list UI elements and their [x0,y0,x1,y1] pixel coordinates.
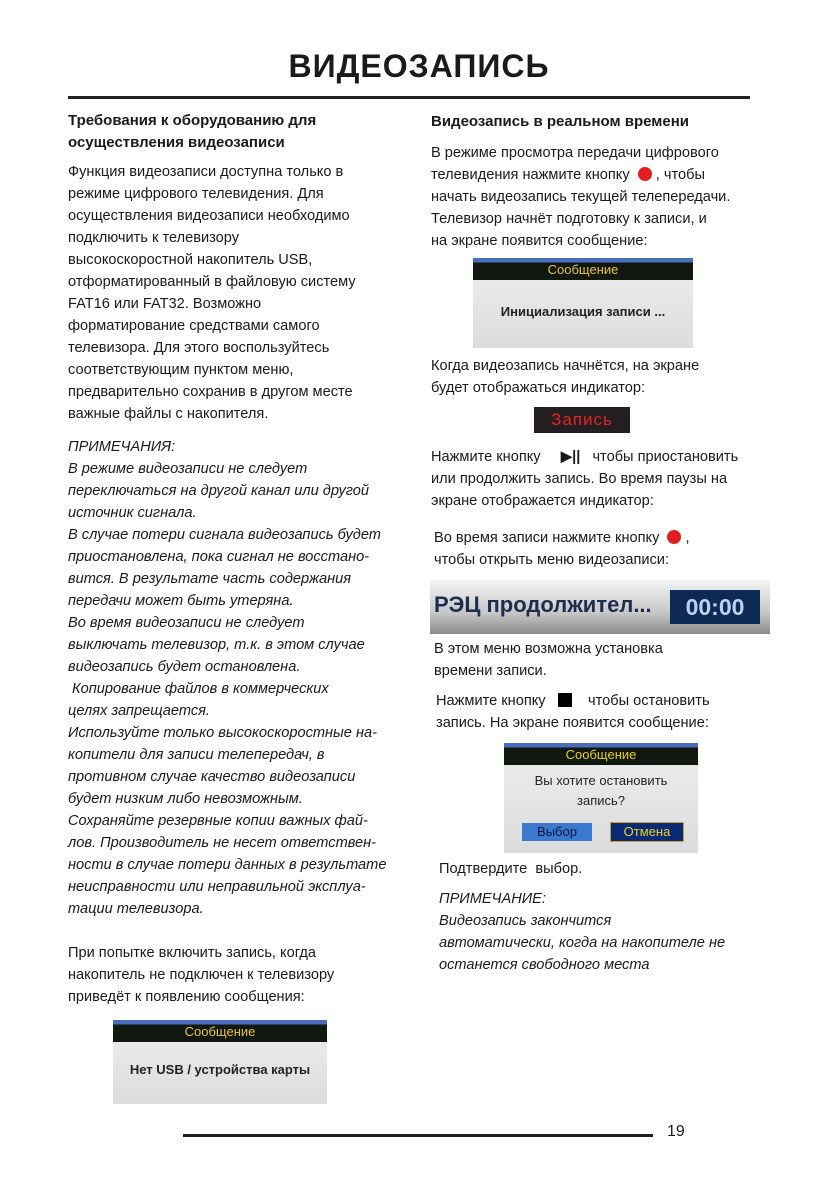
dialog-message: Инициализация записи ... [500,304,666,319]
stop-dialog [504,743,698,853]
recording-menu-bar [430,580,770,634]
text: Нажмите кнопку [436,693,546,709]
dialog-title: Сообщение [473,258,693,280]
text: Во время записи нажмите кнопку [434,530,660,546]
dialog-title: Сообщение [504,743,698,765]
text: Нажмите кнопку [431,449,541,465]
text: запись. На экране появится сообщение: [436,715,709,731]
menu-label: РЭЦ продолжител... [434,592,652,617]
text: , [685,530,690,546]
text: , чтобы [655,167,705,183]
requirements-paragraph: Функция видеозаписи доступна только в режиме цифрового телевидения. Для осуществления видеозаписи необходимо подключить к телевизору высокоскоростной накопитель USB, отформатированный в файловую систему FAT16 или FAT32. Возможно форматирование средствами самого телевизора. Для этого воспользуйтесь соответствующим пунктом меню, предварительно сохранив в другом месте важные файлы с накопителя. [68,164,356,422]
text: начать видеозапись текущей телепередачи. Телевизор начнёт подготовку к записи, и на экране появится сообщение: [431,189,731,249]
right-heading: Видеозапись в реальном времени [431,113,690,130]
recording-indicator: Запись [534,407,630,433]
realtime-paragraph [431,142,730,252]
stop-button-icon [558,693,572,707]
note-paragraph: ПРИМЕЧАНИЕ: Видеозапись закончится автоматически, когда на накопителе не останется свободного места [439,891,726,973]
pause-paragraph [431,446,738,512]
record-button-icon [667,530,681,544]
indicator-paragraph: Когда видеозапись начнётся, на экране будет отображаться индикатор: [431,358,700,396]
menu-paragraph [434,527,690,571]
confirm-button[interactable]: Выбор [522,823,592,841]
cancel-button[interactable]: Отмена [610,822,684,842]
text: или продолжить запись. Во время паузы на экране отображается индикатор: [431,471,728,509]
dialog-message: Нет USB / устройства карты [129,1062,311,1077]
text: В режиме просмотра передачи цифрового телевидения нажмите кнопку [431,145,719,183]
left-heading: Требования к оборудованию для осуществления видеозаписи [68,112,317,151]
stop-paragraph [436,690,710,734]
dialog-title: Сообщение [113,1020,327,1042]
page-number: 19 [667,1123,685,1140]
confirm-paragraph: Подтвердите выбор. [439,861,583,877]
text: чтобы открыть меню видеозаписи: [434,552,670,568]
text: чтобы приостановить [592,449,739,465]
init-dialog [473,258,693,348]
menu-info-paragraph: В этом меню возможна установка времени записи. [434,641,663,679]
dialog-message: Вы хотите остановить запись? [534,773,668,808]
footer-divider [183,1134,653,1137]
title-divider [68,96,750,99]
record-button-icon [638,167,652,181]
play-pause-icon: ▶|| [560,449,581,465]
page-title: ВИДЕОЗАПИСЬ [288,48,550,84]
record-time: 00:00 [670,590,760,624]
text: чтобы остановить [588,693,710,709]
no-usb-paragraph: При попытке включить запись, когда накопитель не подключен к телевизору приведёт к появлению сообщения: [68,945,335,1005]
no-usb-dialog [113,1020,327,1104]
notes-paragraph: ПРИМЕЧАНИЯ: В режиме видеозаписи не следует переключаться на другой канал или другой источник сигнала. В случае потери сигнала видеозапись будет приостановлена, пока сигнал не восстано- вится. В результате часть содержания передачи может быть утеряна. Во время видеозаписи не следует выключать телевизор, т.к. в этом случае видеозапись будет остановлена. Копирование файлов в коммерческих целях запрещается. Используйте только высокоскоростные на- копители для записи телепередач, в противном случае качество видеозаписи будет низким либо невозможным. Сохраняйте резервные копии важных фай- лов. Производитель не несет ответствен- ности в случае потери данных в результате неисправности или неправильной эксплуа- тации телевизора. [68,439,387,917]
